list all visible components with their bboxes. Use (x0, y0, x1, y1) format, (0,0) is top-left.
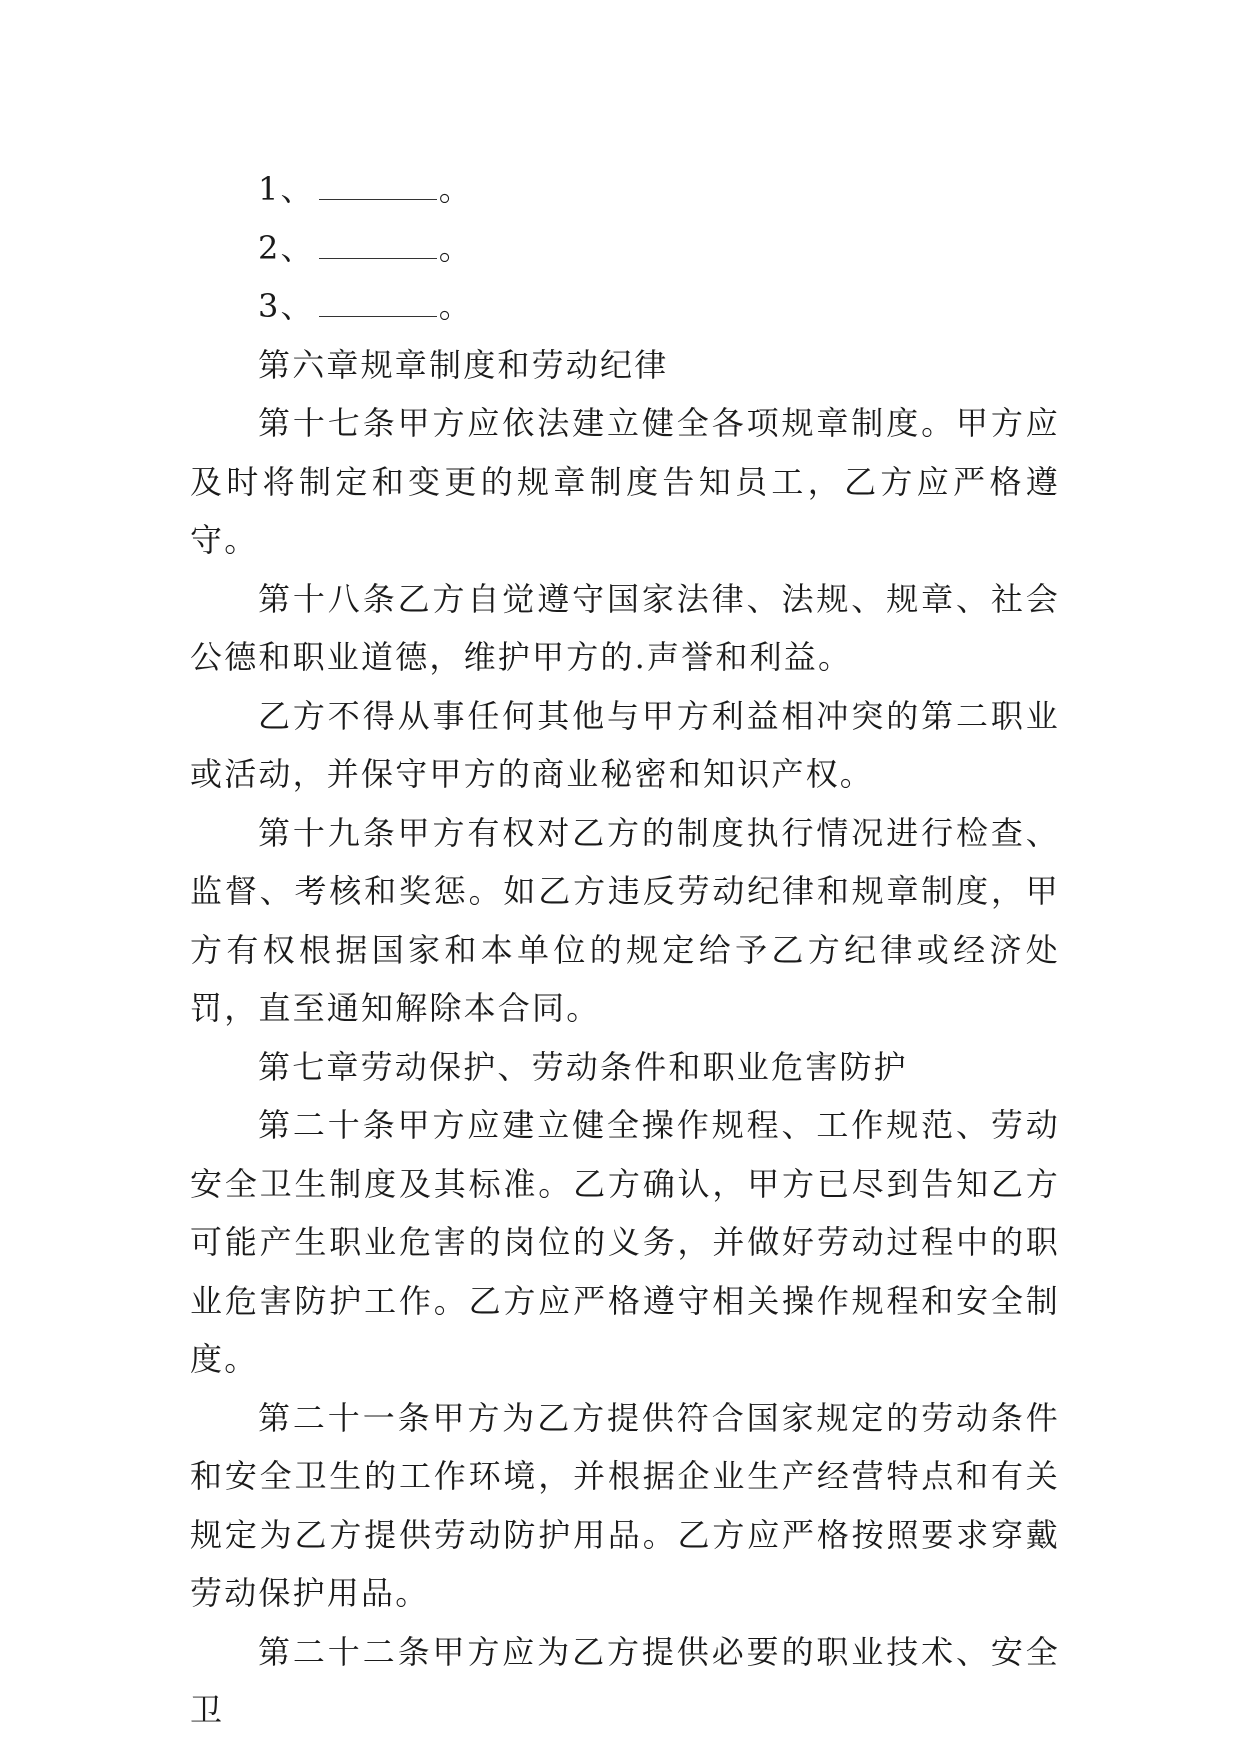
article-paragraph: 乙方不得从事任何其他与甲方利益相冲突的第二职业或活动，并保守甲方的商业秘密和知识产权。 (190, 696, 1060, 793)
chapter-heading: 第六章规章制度和劳动纪律 (258, 345, 669, 384)
fill-in-blank (319, 290, 437, 317)
article-paragraph: 第二十二条甲方应为乙方提供必要的职业技术、安全卫 (190, 1632, 1060, 1729)
article-paragraph: 第十九条甲方有权对乙方的制度执行情况进行检查、监督、考核和奖惩。如乙方违反劳动纪律和规章制度，甲方有权根据国家和本单位的规定给予乙方纪律或经济处罚，直至通知解除本合同。 (190, 813, 1060, 1027)
document-body (190, 160, 1060, 1740)
list-item (190, 277, 1060, 336)
article-paragraph: 第二十条甲方应建立健全操作规程、工作规范、劳动安全卫生制度及其标准。乙方确认，甲方已尽到告知乙方可能产生职业危害的岗位的义务，并做好劳动过程中的职业危害防护工作。乙方应严格遵守相关操作规程和安全制度。 (190, 1106, 1060, 1378)
item-end: 。 (438, 228, 473, 267)
item-end: 。 (438, 287, 473, 325)
article-paragraph: 第二十一条甲方为乙方提供符合国家规定的劳动条件和安全卫生的工作环境，并根据企业生产经营特点和有关规定为乙方提供劳动防护用品。乙方应严格按照要求穿戴劳动保护用品。 (190, 1398, 1060, 1612)
item-end: 。 (438, 170, 473, 208)
list-item (190, 219, 1060, 278)
item-number: 3、 (258, 287, 315, 325)
article-paragraph: 第十八条乙方自觉遵守国家法律、法规、规章、社会公德和职业道德，维护甲方的.声誉和利益。 (190, 579, 1060, 676)
list-item (190, 160, 1060, 219)
chapter-heading: 第七章劳动保护、劳动条件和职业危害防护 (258, 1047, 908, 1086)
fill-in-blank (319, 232, 437, 259)
item-number: 2、 (258, 228, 315, 267)
fill-in-blank (319, 173, 437, 200)
article-paragraph: 第十七条甲方应依法建立健全各项规章制度。甲方应及时将制定和变更的规章制度告知员工，乙方应严格遵守。 (190, 404, 1060, 559)
item-number: 1、 (258, 170, 315, 208)
